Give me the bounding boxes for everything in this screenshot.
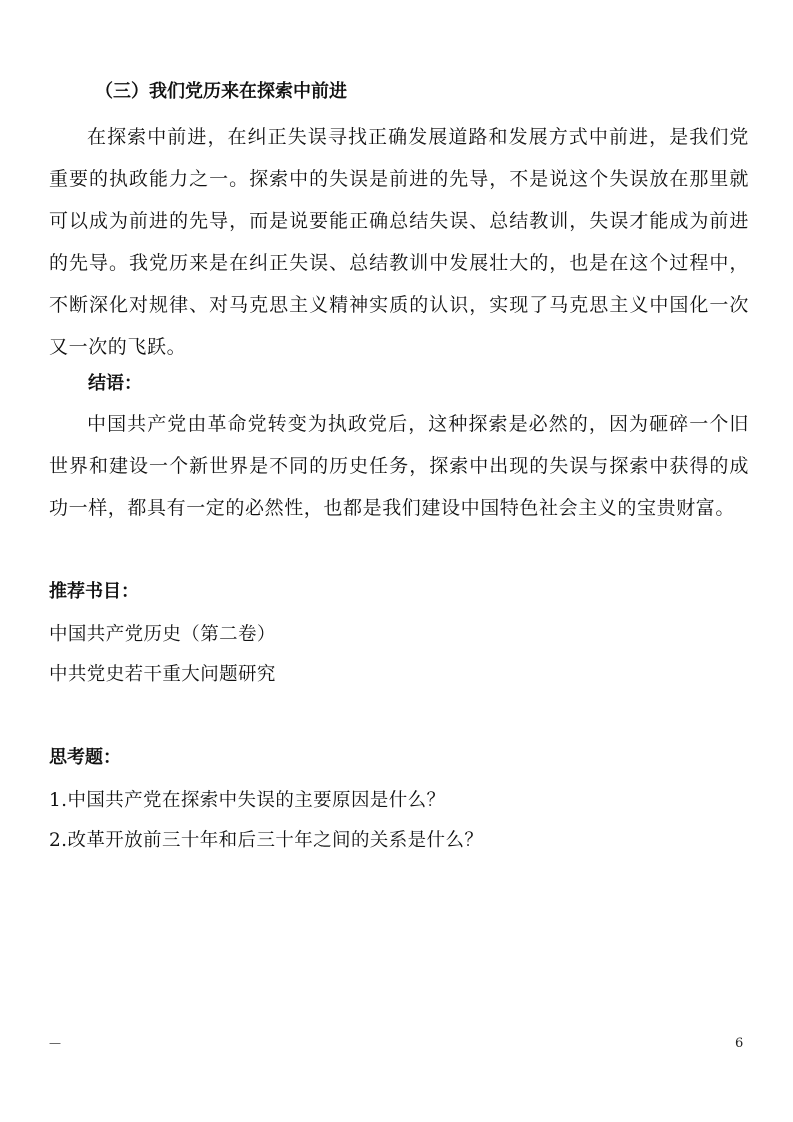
reading-list-item: 中共党史若干重大问题研究 xyxy=(49,664,276,685)
conclusion-body-paragraph: 中国共产党由革命党转变为执政党后，这种探索是必然的，因为砸碎一个旧世界和建设一个新世界是不同的历史任务，探索中出现的失误与探索中获得的成功一样，都具有一定的必然性，也都是我们建设中国特色社会主义的宝贵财富。 xyxy=(49,413,749,519)
conclusion-heading: 结语： xyxy=(88,373,142,394)
reading-list-heading: 推荐书目： xyxy=(49,581,139,602)
questions-heading: 思考题： xyxy=(49,747,121,768)
section-body-paragraph: 在探索中前进，在纠正失误寻找正确发展道路和发展方式中前进，是我们党重要的执政能力之一。探索中的失误是前进的先导，不是说这个失误放在那里就可以成为前进的先导，而是说要能正确总结失误、总结教训，失误才能成为前进的先导。我党历来是在纠正失误、总结教训中发展壮大的，也是在这个过程中，不断深化对规律、对马克思主义精神实质的认识，实现了马克思主义中国化一次又一次的飞跃。 xyxy=(49,126,749,358)
question-item: 2.改革开放前三十年和后三十年之间的关系是什么？ xyxy=(49,830,484,851)
reading-list-item: 中国共产党历史（第二卷） xyxy=(49,624,276,645)
section-heading: （三）我们党历来在探索中前进 xyxy=(95,81,347,102)
footer-dash-mark: — xyxy=(49,1036,61,1050)
page-number: 6 xyxy=(735,1036,744,1051)
question-item: 1.中国共产党在探索中失误的主要原因是什么？ xyxy=(49,790,446,811)
